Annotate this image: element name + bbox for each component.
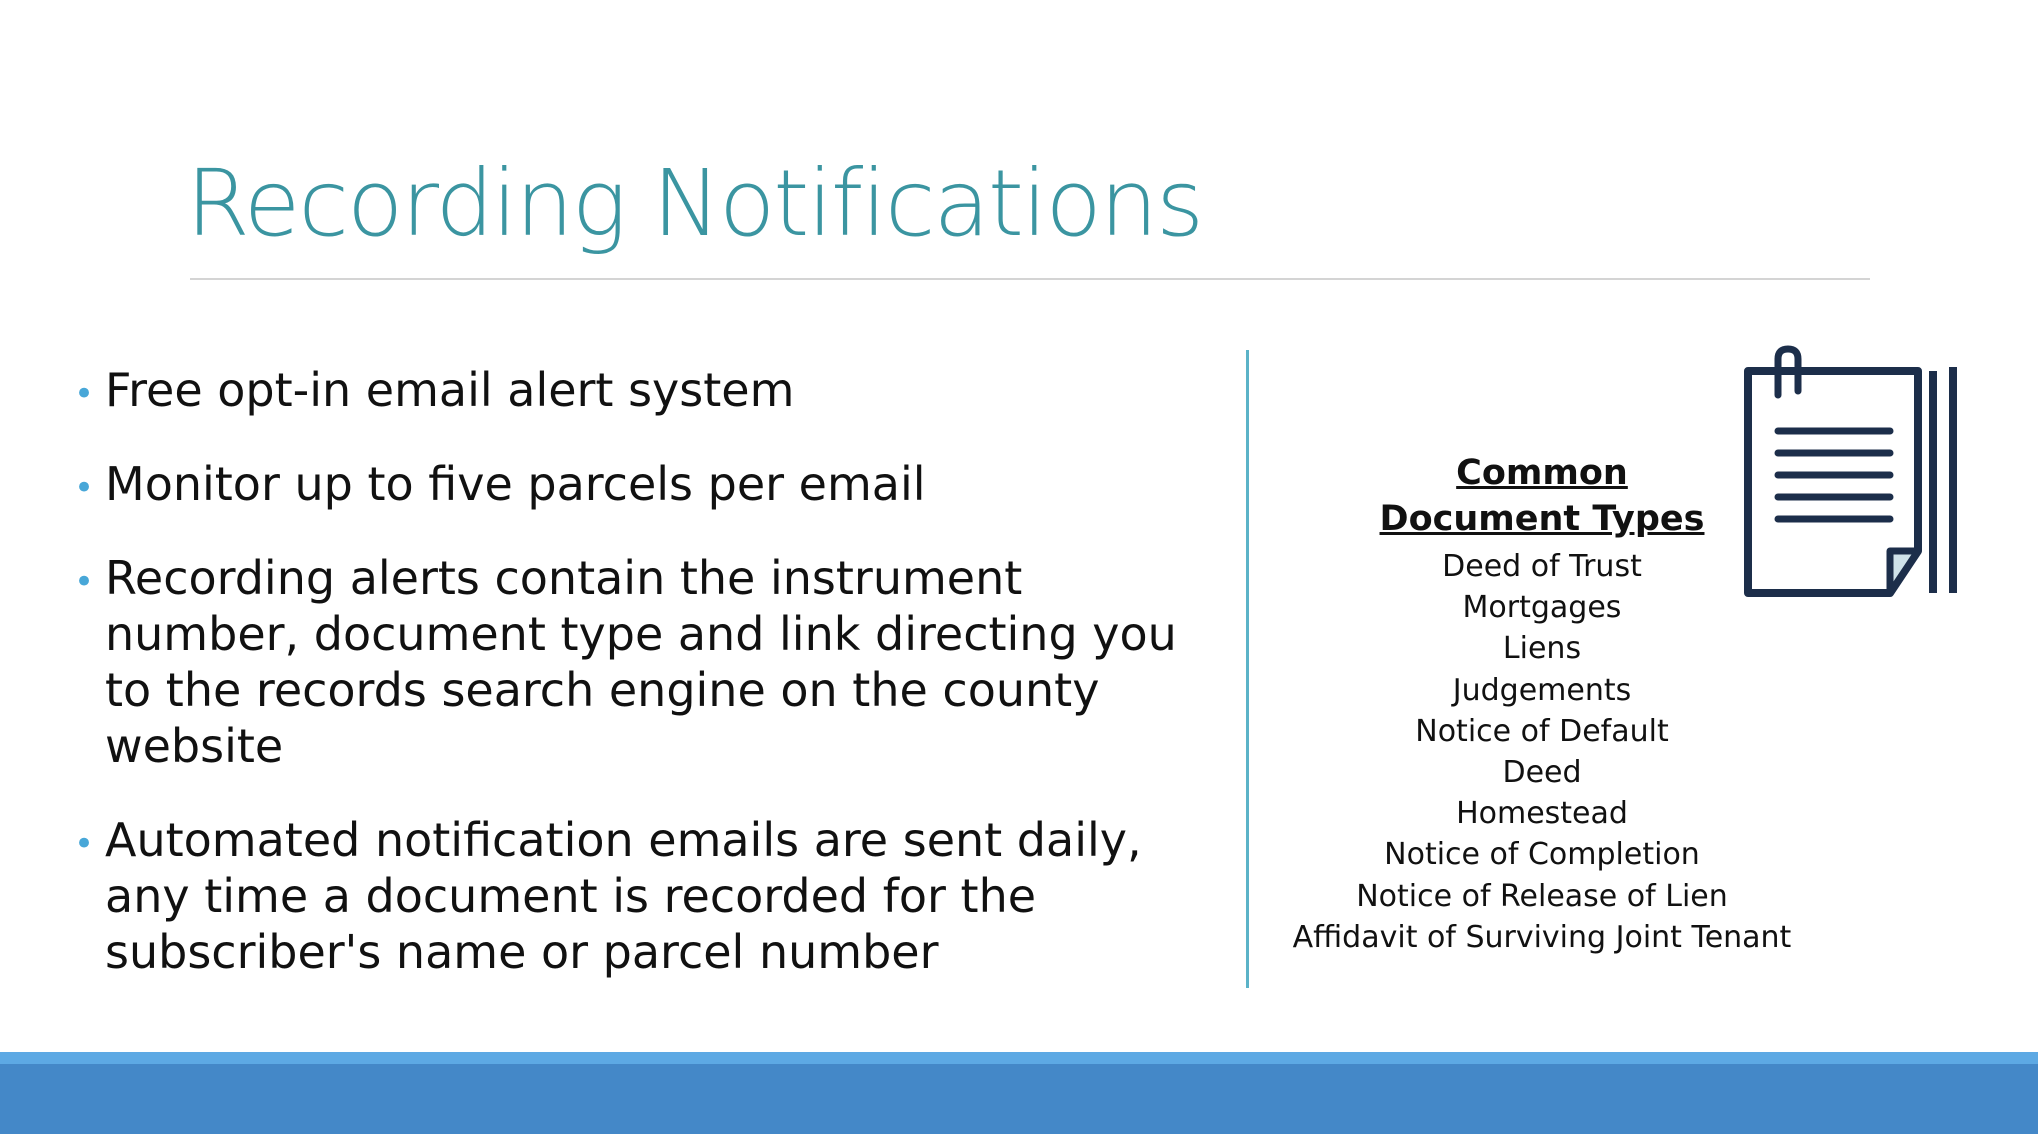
document-type-item: Affidavit of Surviving Joint Tenant — [1292, 919, 1792, 955]
bullet-text: Automated notification emails are sent daily, any time a document is recorded for the subscriber's name or parcel number — [105, 813, 1142, 979]
bullet-marker: • — [74, 468, 95, 508]
bullet-marker: • — [74, 374, 95, 414]
document-types-heading-line1: Common — [1456, 453, 1628, 493]
bullet-text: Recording alerts contain the instrument number, document type and link directing you to the records search engine on the county website — [105, 551, 1177, 773]
bullet-item — [74, 812, 1224, 980]
bullet-text: Monitor up to five parcels per email — [105, 457, 926, 511]
document-types-heading — [1272, 450, 1812, 542]
document-type-item: Homestead — [1456, 796, 1628, 832]
slide-title: Recording Notifications — [186, 150, 1202, 257]
bullet-item — [74, 362, 1224, 418]
bullet-marker: • — [74, 562, 95, 602]
document-types-heading-line2: Document Types — [1379, 499, 1705, 539]
document-type-item: Liens — [1502, 631, 1582, 667]
column-divider — [1246, 350, 1249, 988]
bullet-text: Free opt-in email alert system — [105, 363, 795, 417]
document-type-item: Judgements — [1452, 672, 1632, 708]
footer-stripe — [0, 1052, 2038, 1064]
document-type-item: Deed — [1502, 755, 1582, 791]
clipped-document-icon — [1740, 345, 1970, 600]
bullet-item — [74, 550, 1224, 774]
document-type-item: Notice of Default — [1415, 713, 1669, 749]
footer-bar — [0, 1064, 2038, 1134]
document-types-panel — [1272, 450, 1812, 958]
document-type-item: Notice of Release of Lien — [1356, 878, 1728, 914]
bullet-marker: • — [74, 824, 95, 864]
bullet-list — [74, 362, 1224, 1018]
document-type-item: Notice of Completion — [1384, 837, 1700, 873]
title-divider — [190, 278, 1870, 280]
document-type-item: Deed of Trust — [1442, 549, 1642, 584]
document-types-list — [1272, 546, 1812, 958]
bullet-item — [74, 456, 1224, 512]
document-type-item: Mortgages — [1462, 590, 1622, 626]
